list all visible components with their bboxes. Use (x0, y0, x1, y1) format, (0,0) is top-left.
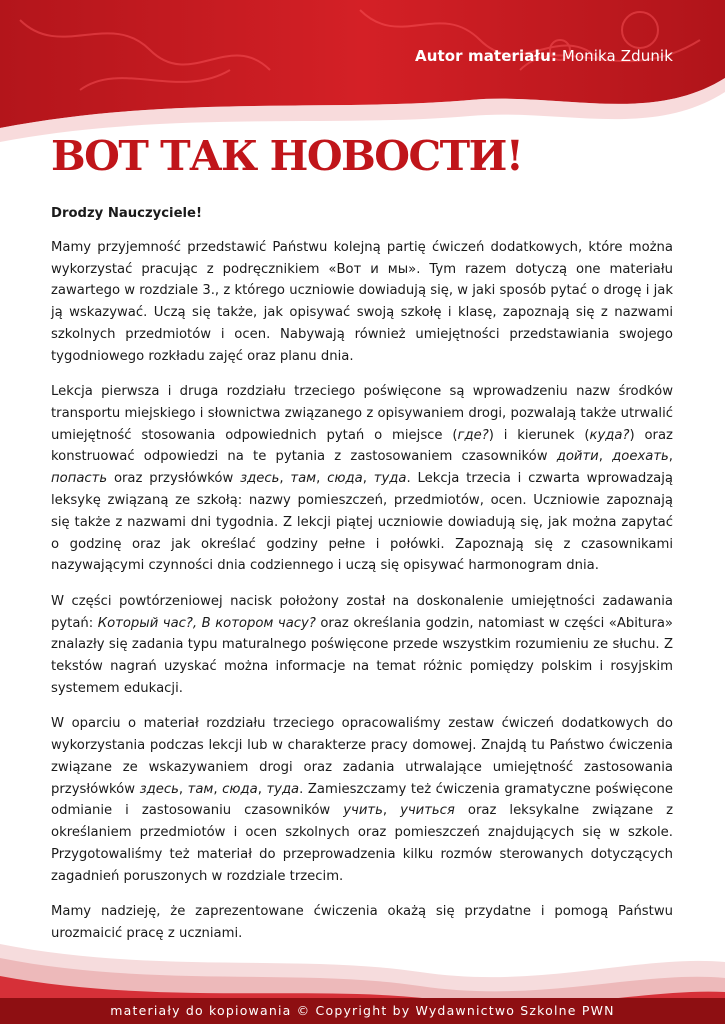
russian-term: где? (457, 427, 489, 443)
text: Lekcja pierwsza i druga rozdziału trzeciego poświęcone są wprowadzeniu nazw środków transportu miejskiego i słownictwa związanego z opisywaniem drogi, pozwalają także utrwalić umiejętność stosowania odpowiednich pytań o miejsce ( (51, 384, 673, 443)
russian-term: попасть (51, 471, 108, 487)
text: , (598, 449, 613, 465)
russian-term: Который час?, В котором часу? (97, 615, 316, 631)
text: , (279, 471, 291, 487)
russian-term: дойти (556, 449, 599, 465)
russian-term: сюда (327, 471, 363, 487)
russian-term: здесь (139, 781, 179, 797)
text: , (382, 803, 401, 819)
russian-term: туда (373, 471, 407, 487)
letter-body (51, 203, 673, 958)
russian-term: здесь (240, 471, 280, 487)
text: ) oraz konstruować odpowiedzi na te pytania z zastosowaniem czasowników (51, 427, 673, 465)
text: , (257, 781, 267, 797)
russian-term: куда? (589, 427, 630, 443)
text: oraz przysłówków (107, 471, 241, 487)
text: ) i kierunek ( (488, 427, 590, 443)
russian-term: там (187, 781, 214, 797)
text: Mamy nadzieję, że zaprezentowane ćwiczenia okażą się przydatne i pomogą Państwu urozmaicić pracę z uczniami. (51, 904, 673, 941)
text: oraz określania godzin, natomiast w części «Abitura» znalazły się zadania typu maturalnego poświęcone przede wszystkim rozumieniu ze słuchu. Z tekstów nagrań uzyskać można informacje na temat różnic pomiędzy polskim i rosyjskim systemem edukacji. (51, 615, 673, 696)
text: oraz leksykalne związane z określaniem przedmiotów i ocen szkolnych oraz pomieszczeń znajdujących się w szkole. Przygotowaliśmy też materiał do przeprowadzenia kilku rozmów sterowanych dotyczących zagadnień poruszonych w rozdziale trzecim. (51, 803, 673, 884)
greeting: Drodzy Nauczyciele! (51, 206, 202, 221)
text: , (668, 449, 673, 465)
russian-term: доехать (612, 449, 669, 465)
text: . Zamieszczamy też ćwiczenia gramatyczne poświęcone odmianie i zastosowaniu czasowników (51, 781, 673, 819)
text: , (362, 471, 374, 487)
text: , (213, 781, 223, 797)
russian-term: туда (266, 781, 300, 797)
header-decoration (0, 0, 725, 150)
russian-term: учиться (400, 803, 455, 819)
author-name: Monika Zdunik (561, 47, 673, 65)
text: , (316, 471, 328, 487)
russian-term: сюда (222, 781, 258, 797)
text: W części powtórzeniowej nacisk położony został na doskonalenie umiejętności zadawania pytań: (51, 593, 673, 631)
russian-term: учить (343, 803, 383, 819)
text: . Lekcja trzecia i czwarta wprowadzają leksykę związaną ze szkołą: nazwy pomieszczeń, przedmiotów, ocen. Uczniowie zapoznają się także z nazwami dni tygodnia. Z lekcji piątej uczniowie dowiadują się, jak można zapytać o godzinę oraz jak określać godziny pełne i połówki. Zapoznają się z czasownikami nazywającymi czynności dnia codziennego i uczą się opisywać harmonogram dnia. (51, 471, 673, 574)
paragraph-2 (51, 381, 673, 577)
copyright-footer: materiały do kopiowania © Copyright by Wydawnictwo Szkolne PWN (110, 1003, 615, 1018)
page-title: ВОТ ТАК НОВОСТИ! (51, 132, 523, 180)
text: Mamy przyjemność przedstawić Państwu kolejną partię ćwiczeń dodatkowych, które można wykorzystać pracując z podręcznikiem «Вот и мы». Tym razem dotyczą one materiału zawartego w rozdziale 3., z którego uczniowie dowiadują się, w jaki sposób pytać o drogę i jak ją wskazywać. Uczą się także, jak opisywać swoją szkołę i klasę, zapoznają się z nazwami szkolnych przedmiotów i ocen. Nabywają również umiejętności przedstawiania swojego tygodniowego rozkładu zajęć oraz planu dnia. (51, 239, 673, 364)
paragraph-3 (51, 591, 673, 700)
author-credit (415, 47, 673, 65)
russian-term: там (290, 471, 317, 487)
paragraph-1 (51, 237, 673, 368)
text: , (178, 781, 188, 797)
paragraph-4 (51, 713, 673, 887)
text: W oparciu o materiał rozdziału trzeciego opracowaliśmy zestaw ćwiczeń dodatkowych do wykorzystania podczas lekcji lub w charakterze pracy domowej. Znajdą tu Państwo ćwiczenia związane ze wskazywaniem drogi oraz zadania utrwalające umiejętność zastosowania przysłówków (51, 716, 673, 797)
author-label: Autor materiału: (414, 47, 557, 65)
